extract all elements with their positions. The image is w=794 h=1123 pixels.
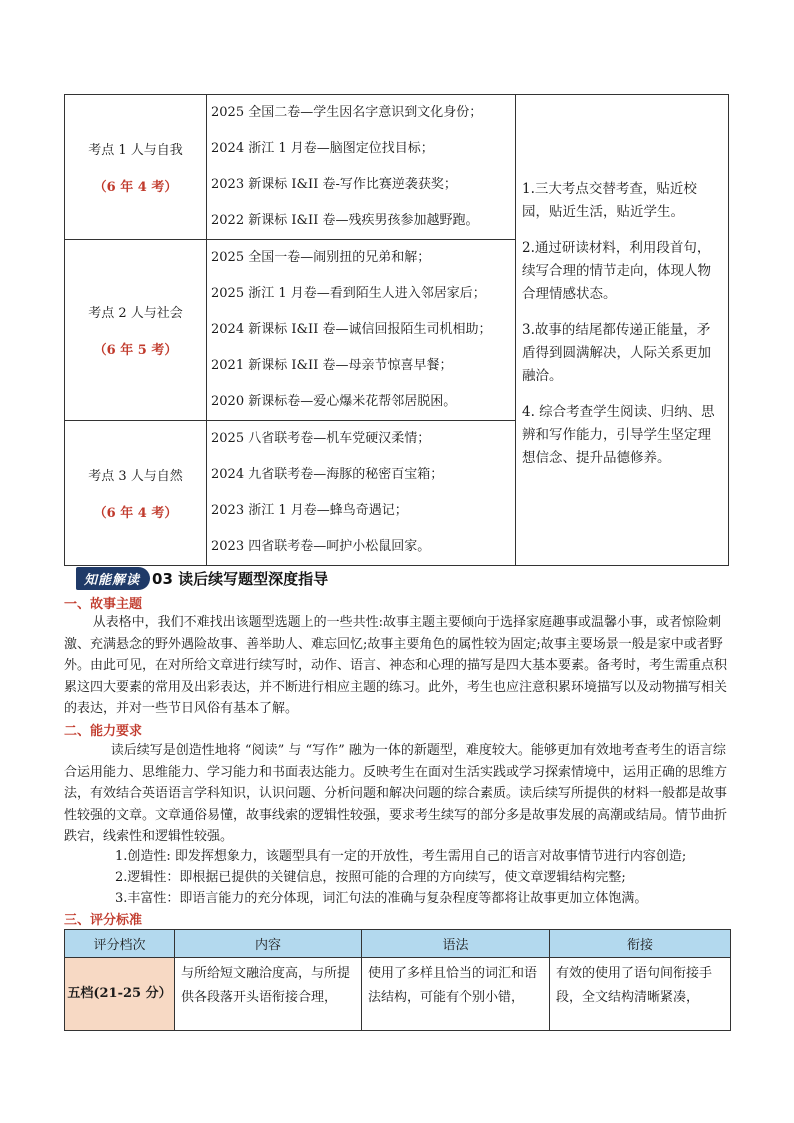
topic-items	[207, 240, 516, 421]
note: 4. 综合考查学生阅读、归纳、思辨和写作能力，引导学生坚定理想信念、提升品德修养。	[522, 403, 715, 466]
grading-heading: 三、评分标准	[64, 913, 143, 928]
note: 2.通过研读材料，利用段首句，续写合理的情节走向，体现人物合理情感状态。	[522, 239, 711, 302]
ability-heading: 二、能力要求	[64, 724, 143, 739]
note: 3.故事的结尾都传递正能量，矛盾得到圆满解决，人际关系更加融洽。	[522, 321, 711, 384]
topic-name: 考点 3 人与自然	[88, 469, 183, 484]
grading-content: 与所给短文融洽度高，与所提供各段落开头语衔接合理，	[175, 958, 362, 1031]
grading-table	[64, 929, 731, 1031]
grading-level: 五档(21-25 分）	[65, 958, 175, 1031]
topic-item: 2023 新课标 I&II 卷-写作比赛逆袭获奖；	[211, 177, 457, 192]
topic-count: （6 年 4 考）	[93, 180, 178, 195]
topic-item: 2022 新课标 I&II 卷—残疾男孩参加越野跑。	[211, 213, 479, 228]
topic-count: （6 年 4 考）	[93, 506, 178, 521]
topic-item: 2024 新课标 I&II 卷—诚信回报陌生司机相助；	[211, 322, 492, 337]
grading-cohesion: 有效的使用了语句间衔接手段，全文结构清晰紧凑，	[550, 958, 731, 1031]
grading-header: 评分档次	[65, 930, 175, 958]
topic-items	[207, 95, 516, 240]
section-banner	[76, 567, 328, 589]
topic-item: 2023 四省联考卷—呵护小松鼠回家。	[211, 539, 431, 554]
analysis-notes	[516, 95, 729, 566]
topic-item: 2023 浙江 1 月卷—蜂鸟奇遇记；	[211, 503, 408, 518]
topic-cell	[65, 240, 207, 421]
ability-text: 读后续写是创造性地将 “阅读” 与 “写作” 融为一体的新题型，难度较大。能够更加有效地考查考生的语言综合运用能力、思维能力、学习能力和书面表达能力。反映考生在面对生活实践或学习探索情境中，运用正确的思维方法，有效结合英语语言学科知识，认识问题、分析问题和解决问题的综合素质。读后续写所提供的材料一般都是故事性较强的文章。文章通俗易懂，故事线索的逻辑性较强，要求考生续写的部分多是故事发展的高潮或结局。情节曲折跌宕，线索性和逻辑性较强。	[64, 743, 728, 845]
grading-grammar: 使用了多样且恰当的词汇和语法结构，可能有个别小错，	[362, 958, 550, 1031]
note: 1.三大考点交替考查，贴近校园，贴近生活，贴近学生。	[522, 180, 697, 220]
section-badge: 知能解读	[76, 567, 150, 590]
ability-point: 3.丰富性：即语言能力的充分体现，词汇句法的准确与复杂程度等都将让故事更加立体饱满。	[115, 891, 648, 906]
ability-point: 1.创造性: 即发挥想象力，该题型具有一定的开放性，考生需用自己的语言对故事情节进行内容创造;	[115, 849, 687, 864]
topic-name: 考点 1 人与自我	[88, 143, 183, 158]
ability-point: 2.逻辑性：即根据已提供的关键信息，按照可能的合理的方向续写，使文章逻辑结构完整;	[115, 870, 626, 885]
story-theme-text: 从表格中，我们不难找出该题型选题上的一些共性:故事主题主要倾向于选择家庭趣事或温馨小事，或者惊险刺激、充满悬念的野外遇险故事、善举助人、难忘回忆;故事主要角色的属性较为固定;故事主要场景一般是家中或者野外。由此可见，在对所给文章进行续写时，动作、语言、神态和心理的描写是四大基本要素。备考时，考生需重点积累这四大要素的常用及出彩表达，并不断进行相应主题的练习。此外，考生也应注意积累环境描写以及动物描写相关的表达，并对一些节日风俗有基本了解。	[64, 615, 728, 717]
topic-item: 2024 浙江 1 月卷—脑图定位找目标；	[211, 141, 434, 156]
topic-name: 考点 2 人与社会	[88, 306, 183, 321]
topic-item: 2025 全国一卷—闹别扭的兄弟和解；	[211, 250, 431, 265]
topic-cell	[65, 421, 207, 566]
grading-header: 内容	[175, 930, 362, 958]
topic-item: 2025 八省联考卷—机车党硬汉柔情；	[211, 431, 431, 446]
grading-header: 语法	[362, 930, 550, 958]
topic-item: 2020 新课标卷—爱心爆米花帮邻居脱困。	[211, 394, 457, 409]
topic-item: 2021 新课标 I&II 卷—母亲节惊喜早餐；	[211, 358, 453, 373]
topic-item: 2025 浙江 1 月卷—看到陌生人进入邻居家后；	[211, 286, 486, 301]
table-row	[65, 958, 731, 1031]
topic-count: （6 年 5 考）	[93, 343, 178, 358]
topic-item: 2025 全国二卷—学生因名字意识到文化身份；	[211, 105, 483, 120]
topic-items	[207, 421, 516, 566]
story-theme-heading: 一、故事主题	[64, 597, 143, 612]
grading-header: 衔接	[550, 930, 731, 958]
section-title: 03 读后续写题型深度指导	[152, 569, 329, 588]
topic-cell	[65, 95, 207, 240]
topic-item: 2024 九省联考卷—海豚的秘密百宝箱；	[211, 467, 444, 482]
exam-topics-table	[64, 94, 729, 566]
